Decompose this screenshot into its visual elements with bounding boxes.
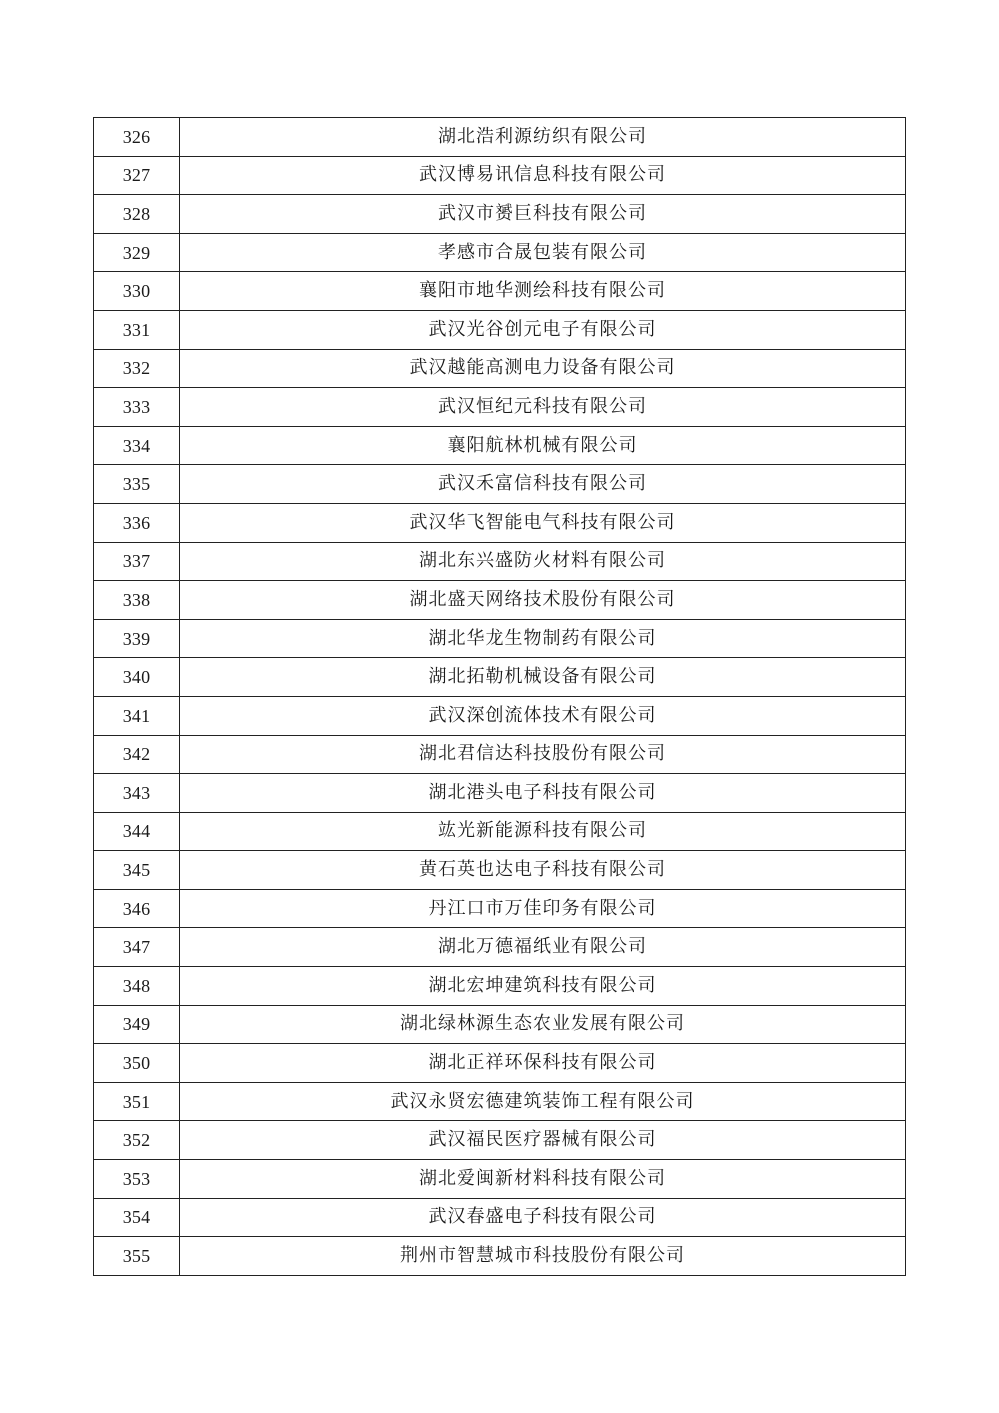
company-name: 竑光新能源科技有限公司 (180, 812, 906, 851)
row-number: 327 (94, 156, 180, 195)
company-name: 武汉华飞智能电气科技有限公司 (180, 503, 906, 542)
table-row (94, 426, 906, 465)
table-row (94, 118, 906, 157)
row-number: 355 (94, 1237, 180, 1276)
table-row (94, 696, 906, 735)
row-number: 343 (94, 774, 180, 813)
table-row (94, 619, 906, 658)
company-name: 湖北拓勒机械设备有限公司 (180, 658, 906, 697)
company-name: 湖北宏坤建筑科技有限公司 (180, 967, 906, 1006)
table-row (94, 388, 906, 427)
table-row (94, 233, 906, 272)
row-number: 350 (94, 1044, 180, 1083)
table-row (94, 851, 906, 890)
table-row (94, 1237, 906, 1276)
table-row (94, 1198, 906, 1237)
row-number: 334 (94, 426, 180, 465)
table-row (94, 581, 906, 620)
row-number: 330 (94, 272, 180, 311)
table-row (94, 889, 906, 928)
row-number: 326 (94, 118, 180, 157)
row-number: 353 (94, 1160, 180, 1199)
company-name: 武汉春盛电子科技有限公司 (180, 1198, 906, 1237)
company-name: 湖北东兴盛防火材料有限公司 (180, 542, 906, 581)
table-row (94, 1044, 906, 1083)
row-number: 332 (94, 349, 180, 388)
company-name: 湖北万德福纸业有限公司 (180, 928, 906, 967)
row-number: 337 (94, 542, 180, 581)
company-name: 湖北君信达科技股份有限公司 (180, 735, 906, 774)
company-name: 襄阳市地华测绘科技有限公司 (180, 272, 906, 311)
company-name: 武汉深创流体技术有限公司 (180, 696, 906, 735)
table-row (94, 156, 906, 195)
row-number: 346 (94, 889, 180, 928)
company-list-table (93, 117, 906, 1276)
table-row (94, 465, 906, 504)
company-name: 丹江口市万佳印务有限公司 (180, 889, 906, 928)
table-row (94, 1121, 906, 1160)
company-name: 武汉禾富信科技有限公司 (180, 465, 906, 504)
table-row (94, 195, 906, 234)
table-row (94, 812, 906, 851)
row-number: 349 (94, 1005, 180, 1044)
company-list-body (94, 118, 906, 1276)
row-number: 348 (94, 967, 180, 1006)
table-row (94, 1082, 906, 1121)
table-row (94, 272, 906, 311)
company-name: 湖北盛天网络技术股份有限公司 (180, 581, 906, 620)
company-name: 荆州市智慧城市科技股份有限公司 (180, 1237, 906, 1276)
row-number: 338 (94, 581, 180, 620)
company-name: 孝感市合晟包装有限公司 (180, 233, 906, 272)
table-row (94, 310, 906, 349)
company-name: 武汉博易讯信息科技有限公司 (180, 156, 906, 195)
row-number: 336 (94, 503, 180, 542)
row-number: 354 (94, 1198, 180, 1237)
company-name: 湖北正祥环保科技有限公司 (180, 1044, 906, 1083)
table-row (94, 774, 906, 813)
company-name: 武汉市赟巨科技有限公司 (180, 195, 906, 234)
table-row (94, 542, 906, 581)
row-number: 344 (94, 812, 180, 851)
table-row (94, 1160, 906, 1199)
row-number: 339 (94, 619, 180, 658)
table-row (94, 503, 906, 542)
company-name: 襄阳航林机械有限公司 (180, 426, 906, 465)
row-number: 347 (94, 928, 180, 967)
row-number: 345 (94, 851, 180, 890)
table-row (94, 349, 906, 388)
row-number: 351 (94, 1082, 180, 1121)
company-name: 湖北港头电子科技有限公司 (180, 774, 906, 813)
row-number: 328 (94, 195, 180, 234)
row-number: 333 (94, 388, 180, 427)
company-name: 湖北浩利源纺织有限公司 (180, 118, 906, 157)
table-row (94, 735, 906, 774)
company-name: 黄石英也达电子科技有限公司 (180, 851, 906, 890)
table-row (94, 1005, 906, 1044)
table-row (94, 967, 906, 1006)
company-name: 武汉越能高测电力设备有限公司 (180, 349, 906, 388)
row-number: 342 (94, 735, 180, 774)
company-name: 武汉福民医疗器械有限公司 (180, 1121, 906, 1160)
company-name: 湖北绿林源生态农业发展有限公司 (180, 1005, 906, 1044)
row-number: 341 (94, 696, 180, 735)
row-number: 335 (94, 465, 180, 504)
row-number: 352 (94, 1121, 180, 1160)
row-number: 331 (94, 310, 180, 349)
row-number: 329 (94, 233, 180, 272)
company-name: 武汉恒纪元科技有限公司 (180, 388, 906, 427)
company-name: 湖北爱闽新材料科技有限公司 (180, 1160, 906, 1199)
table-row (94, 658, 906, 697)
company-name: 武汉永贤宏德建筑装饰工程有限公司 (180, 1082, 906, 1121)
table-row (94, 928, 906, 967)
company-name: 湖北华龙生物制药有限公司 (180, 619, 906, 658)
company-name: 武汉光谷创元电子有限公司 (180, 310, 906, 349)
row-number: 340 (94, 658, 180, 697)
